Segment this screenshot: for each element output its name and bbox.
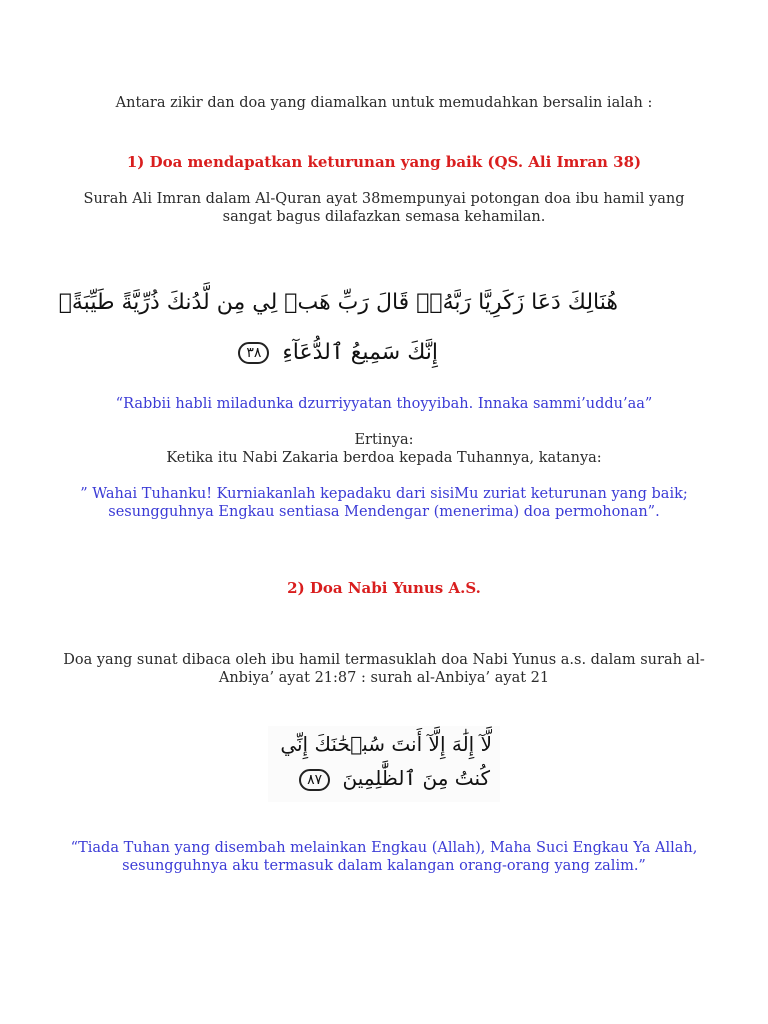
ertinya-line: Ketika itu Nabi Zakaria berdoa kepada Tuhannya, katanya: [166, 450, 602, 466]
section2-meaning-line1: “Tiada Tuhan yang disembah melainkan Engkau (Allah), Maha Suci Engkau Ya Allah, [70, 840, 698, 856]
ayah-number-87-badge: ٨٧ [299, 769, 330, 791]
section2-meaning-line2: sesungguhnya aku termasuk dalam kalangan orang-orang yang zalim.” [122, 858, 646, 874]
section1-heading: 1) Doa mendapatkan keturunan yang baik (QS. Ali Imran 38) [126, 153, 642, 171]
section1-arabic-line1: هُنَالِكَ دَعَا زَكَرِيَّا رَبَّهُۥۖ قَالَ رَبِّ هَبۡ لِي مِن لَّدُنكَ ذُرِّيَّةً طَيِّبَةًۖ [58, 290, 618, 315]
section1-transliteration: “Rabbii habli miladunka dzurriyyatan thoyyibah. Innaka sammi’uddu’aa” [115, 396, 653, 412]
section2-arabic-text: كُنتُ مِنَ ٱلظَّٰلِمِينَ [342, 766, 490, 790]
section2-desc-line1: Doa yang sunat dibaca oleh ibu hamil termasuklah doa Nabi Yunus a.s. dalam surah al- [63, 652, 705, 668]
section1-desc-line1: Surah Ali Imran dalam Al-Quran ayat 38mempunyai potongan doa ibu hamil yang [83, 191, 685, 207]
intro-text: Antara zikir dan doa yang diamalkan untuk memudahkan bersalin ialah : [115, 95, 653, 111]
section1-meaning-line2: sesungguhnya Engkau sentiasa Mendengar (menerima) doa permohonan”. [108, 504, 660, 520]
section1-arabic-line2 [238, 340, 438, 365]
ertinya-label: Ertinya: [354, 432, 414, 448]
section1-meaning-line1: ” Wahai Tuhanku! Kurniakanlah kepadaku dari sisiMu zuriat keturunan yang baik; [80, 486, 688, 502]
arabic-image-box [268, 726, 500, 802]
section2-arabic-line2 [299, 766, 490, 791]
section2-arabic-line1: لَّآ إِلَٰهَ إِلَّآ أَنتَ سُبۡحَٰنَكَ إِنِّي [280, 732, 492, 756]
section2-heading: 2) Doa Nabi Yunus A.S. [287, 579, 481, 597]
section1-desc-line2: sangat bagus dilafazkan semasa kehamilan. [222, 209, 546, 225]
section1-arabic-text: إِنَّكَ سَمِيعُ ٱلدُّعَآءِ [282, 340, 438, 365]
ayah-number-38-badge: ٣٨ [238, 342, 269, 364]
section2-desc-line2: Anbiya’ ayat 21:87 : surah al-Anbiya’ ayat 21 [218, 670, 550, 686]
